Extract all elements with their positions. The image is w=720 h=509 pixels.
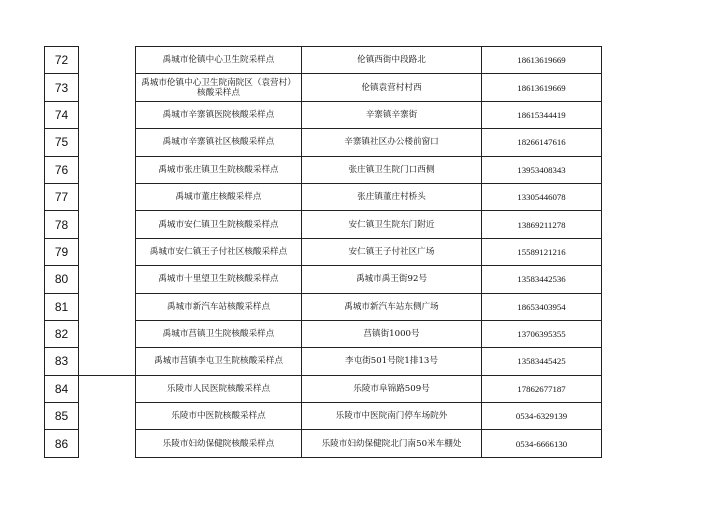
city-merged-cell bbox=[79, 183, 136, 210]
site-name: 禹城市董庄核酸采样点 bbox=[136, 183, 302, 210]
site-address: 安仁镇王子付社区广场 bbox=[302, 238, 482, 265]
city-merged-cell bbox=[79, 211, 136, 238]
contact-phone: 18266147616 bbox=[482, 129, 602, 156]
table-row bbox=[45, 129, 602, 156]
site-address: 张庄镇董庄村桥头 bbox=[302, 183, 482, 210]
city-merged-cell bbox=[79, 101, 136, 128]
city-merged-cell bbox=[79, 430, 136, 457]
contact-phone: 13706395355 bbox=[482, 320, 602, 347]
site-name: 禹城市伦镇中心卫生院南院区（袁营村）核酸采样点 bbox=[136, 74, 302, 101]
site-name: 禹城市安仁镇卫生院核酸采样点 bbox=[136, 211, 302, 238]
row-number: 81 bbox=[45, 293, 79, 320]
table-row bbox=[45, 320, 602, 347]
table-row bbox=[45, 74, 602, 101]
row-number: 74 bbox=[45, 101, 79, 128]
city-merged-cell bbox=[79, 375, 136, 402]
sampling-sites-table bbox=[44, 46, 602, 458]
table-row bbox=[45, 47, 602, 74]
contact-phone: 13583445425 bbox=[482, 348, 602, 375]
table-row bbox=[45, 101, 602, 128]
table-row bbox=[45, 156, 602, 183]
contact-phone: 17862677187 bbox=[482, 375, 602, 402]
site-address: 张庄镇卫生院门口西侧 bbox=[302, 156, 482, 183]
row-number: 77 bbox=[45, 183, 79, 210]
city-merged-cell bbox=[79, 47, 136, 74]
city-merged-cell bbox=[79, 266, 136, 293]
row-number: 83 bbox=[45, 348, 79, 375]
row-number: 84 bbox=[45, 375, 79, 402]
site-address: 李屯街501号院1排13号 bbox=[302, 348, 482, 375]
site-address: 乐陵市阜锦路509号 bbox=[302, 375, 482, 402]
city-merged-cell bbox=[79, 74, 136, 101]
contact-phone: 13953408343 bbox=[482, 156, 602, 183]
table-row bbox=[45, 375, 602, 402]
table-row bbox=[45, 348, 602, 375]
site-address: 安仁镇卫生院东门附近 bbox=[302, 211, 482, 238]
site-address: 伦镇袁营村村西 bbox=[302, 74, 482, 101]
site-address: 禹城市新汽车站东侧广场 bbox=[302, 293, 482, 320]
site-address: 辛寨镇辛寨街 bbox=[302, 101, 482, 128]
site-name: 禹城市十里望卫生院核酸采样点 bbox=[136, 266, 302, 293]
site-name: 禹城市莒镇李屯卫生院核酸采样点 bbox=[136, 348, 302, 375]
table-row bbox=[45, 403, 602, 430]
row-number: 82 bbox=[45, 320, 79, 347]
row-number: 76 bbox=[45, 156, 79, 183]
site-name: 禹城市莒镇卫生院核酸采样点 bbox=[136, 320, 302, 347]
row-number: 75 bbox=[45, 129, 79, 156]
site-address: 禹城市禹王街92号 bbox=[302, 266, 482, 293]
row-number: 78 bbox=[45, 211, 79, 238]
contact-phone: 18653403954 bbox=[482, 293, 602, 320]
site-name: 禹城市新汽车站核酸采样点 bbox=[136, 293, 302, 320]
contact-phone: 13869211278 bbox=[482, 211, 602, 238]
city-merged-cell bbox=[79, 403, 136, 430]
site-name: 乐陵市妇幼保健院核酸采样点 bbox=[136, 430, 302, 457]
contact-phone: 13583442536 bbox=[482, 266, 602, 293]
city-merged-cell bbox=[79, 348, 136, 375]
table-row bbox=[45, 430, 602, 457]
site-name: 乐陵市人民医院核酸采样点 bbox=[136, 375, 302, 402]
site-name: 禹城市辛寨镇医院核酸采样点 bbox=[136, 101, 302, 128]
contact-phone: 18613619669 bbox=[482, 74, 602, 101]
city-merged-cell bbox=[79, 129, 136, 156]
site-name: 禹城市安仁镇王子付社区核酸采样点 bbox=[136, 238, 302, 265]
row-number: 80 bbox=[45, 266, 79, 293]
site-address: 伦镇西街中段路北 bbox=[302, 47, 482, 74]
site-address: 莒镇街1000号 bbox=[302, 320, 482, 347]
table-row bbox=[45, 293, 602, 320]
table-row bbox=[45, 238, 602, 265]
city-merged-cell bbox=[79, 238, 136, 265]
table-row bbox=[45, 211, 602, 238]
row-number: 85 bbox=[45, 403, 79, 430]
contact-phone: 13305446078 bbox=[482, 183, 602, 210]
contact-phone: 18613619669 bbox=[482, 47, 602, 74]
site-name: 禹城市伦镇中心卫生院采样点 bbox=[136, 47, 302, 74]
row-number: 86 bbox=[45, 430, 79, 457]
table-row bbox=[45, 183, 602, 210]
site-address: 乐陵市中医院南门停车场院外 bbox=[302, 403, 482, 430]
row-number: 79 bbox=[45, 238, 79, 265]
row-number: 73 bbox=[45, 74, 79, 101]
site-address: 辛寨镇社区办公楼前窗口 bbox=[302, 129, 482, 156]
site-address: 乐陵市妇幼保健院北门南50米车棚处 bbox=[302, 430, 482, 457]
row-number: 72 bbox=[45, 47, 79, 74]
site-name: 禹城市张庄镇卫生院核酸采样点 bbox=[136, 156, 302, 183]
table-body bbox=[45, 47, 602, 458]
contact-phone: 18615344419 bbox=[482, 101, 602, 128]
site-name: 乐陵市中医院核酸采样点 bbox=[136, 403, 302, 430]
city-merged-cell bbox=[79, 156, 136, 183]
site-name: 禹城市辛寨镇社区核酸采样点 bbox=[136, 129, 302, 156]
contact-phone: 0534-6666130 bbox=[482, 430, 602, 457]
table-row bbox=[45, 266, 602, 293]
city-merged-cell bbox=[79, 320, 136, 347]
city-merged-cell bbox=[79, 293, 136, 320]
contact-phone: 0534-6329139 bbox=[482, 403, 602, 430]
contact-phone: 15589121216 bbox=[482, 238, 602, 265]
